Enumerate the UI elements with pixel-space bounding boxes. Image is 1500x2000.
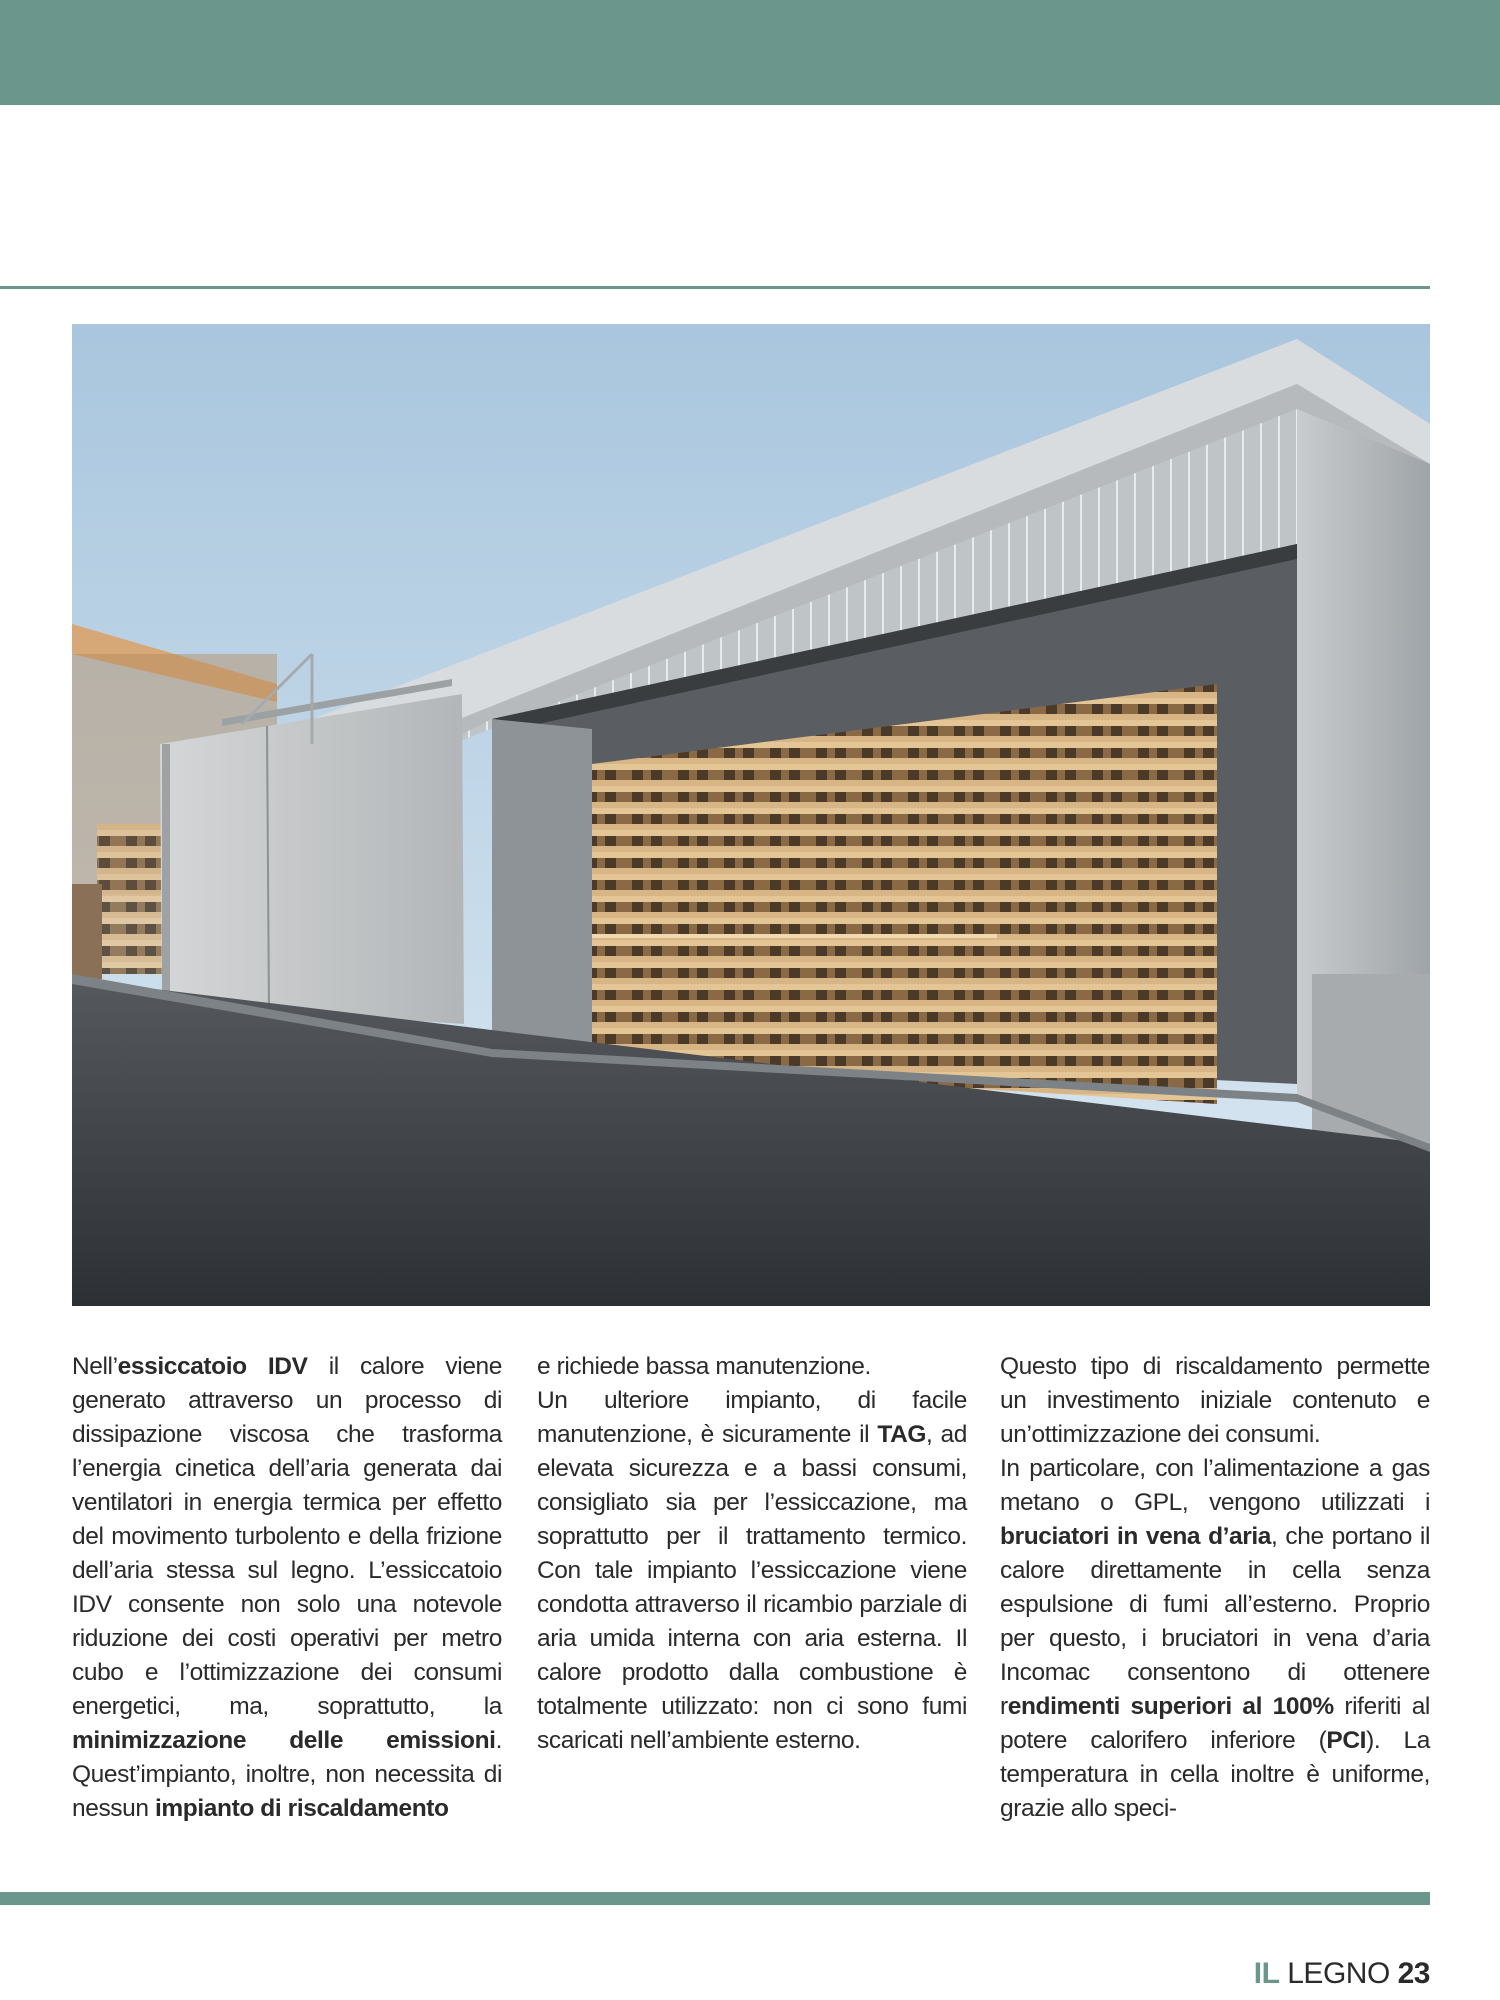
col1-text-2: il calore viene generato attraverso un processo di dissipazione viscosa che trasforma l’energia cinetica dell’aria generata dai ventilatori in energia termica per effetto del movimento turbolento e della frizione dell’aria stessa sul legno. L’essiccatoio IDV consente non solo una notevole riduzione dei costi operativi per metro cubo e l’ottimizzazione dei consumi energetici, ma, soprattutto, la — [72, 1353, 502, 1720]
col3-text-1: In particolare, con l’alimentazione a gas metano o GPL, vengono utilizzati i — [1000, 1455, 1430, 1516]
column-3-paragraph-1: Questo tipo di riscaldamento permette un investimento iniziale contenuto e un’ottimizzazione dei consumi. — [1000, 1353, 1430, 1448]
column-3-paragraph-2 — [1000, 1452, 1430, 1826]
col2-text-3: , ad elevata sicurezza e a bassi consumi, consigliato sia per l’essiccazione, ma soprattutto per il trattamento termico. Con tale impianto l’essiccazione viene condotta attraverso il ricambio parziale di aria umida interna con aria esterna. Il calore prodotto dalla combustione è totalmente utilizzato: non ci sono fumi scaricati nell’ambiente esterno. — [537, 1421, 967, 1754]
photo-illustration — [72, 324, 1430, 1306]
header-band — [0, 0, 1500, 105]
col3-text-3: riferiti al potere calorifero inferiore ( — [1000, 1693, 1430, 1754]
article-body — [72, 1350, 1430, 1850]
bottom-rule — [0, 1892, 1430, 1905]
col3-bold-3: PCI — [1326, 1727, 1367, 1754]
folio-il: IL — [1253, 1957, 1280, 1990]
col1-bold-1: essiccatoio IDV — [117, 1353, 308, 1380]
col1-bold-2: minimizzazione delle emissioni — [72, 1727, 496, 1754]
top-rule — [0, 286, 1430, 289]
col1-bold-3: impianto di riscaldamento — [155, 1795, 449, 1822]
column-1-paragraph — [72, 1350, 502, 1826]
page-folio — [1254, 1958, 1430, 1990]
drying-kiln-photo — [72, 324, 1430, 1306]
col3-text-2: , che portano il calore direttamente in cella senza espulsione di fumi all’esterno. Proprio per questo, i bruciatori in vena d’aria Incomac consentono di ottenere r — [1000, 1523, 1430, 1720]
column-2-paragraph-1 — [537, 1350, 967, 1384]
page-number: 23 — [1397, 1957, 1430, 1990]
column-2-paragraph-2 — [537, 1384, 967, 1758]
col3-text-4: ). La temperatura in cella inoltre è uniforme, grazie allo speci- — [1000, 1727, 1430, 1822]
col3-bold-2: endimenti superiori al 100% — [1007, 1693, 1334, 1720]
col1-text-3: . Quest’impianto, inoltre, non necessita di nessun — [72, 1727, 502, 1822]
col3-bold-1: bruciatori in vena d’aria — [1000, 1523, 1272, 1550]
folio-magazine-name: LEGNO — [1287, 1957, 1390, 1990]
col2-bold-1: TAG — [877, 1421, 927, 1448]
article-column-3 — [1000, 1350, 1430, 1826]
article-column-1 — [72, 1350, 502, 1826]
col1-text-1: Nell’ — [72, 1353, 118, 1380]
article-column-2 — [537, 1350, 967, 1758]
col2-text-1: e richiede bassa manutenzione. — [537, 1353, 871, 1380]
col2-text-2: Un ulteriore impianto, di facile manutenzione, è sicuramente il — [537, 1387, 967, 1448]
